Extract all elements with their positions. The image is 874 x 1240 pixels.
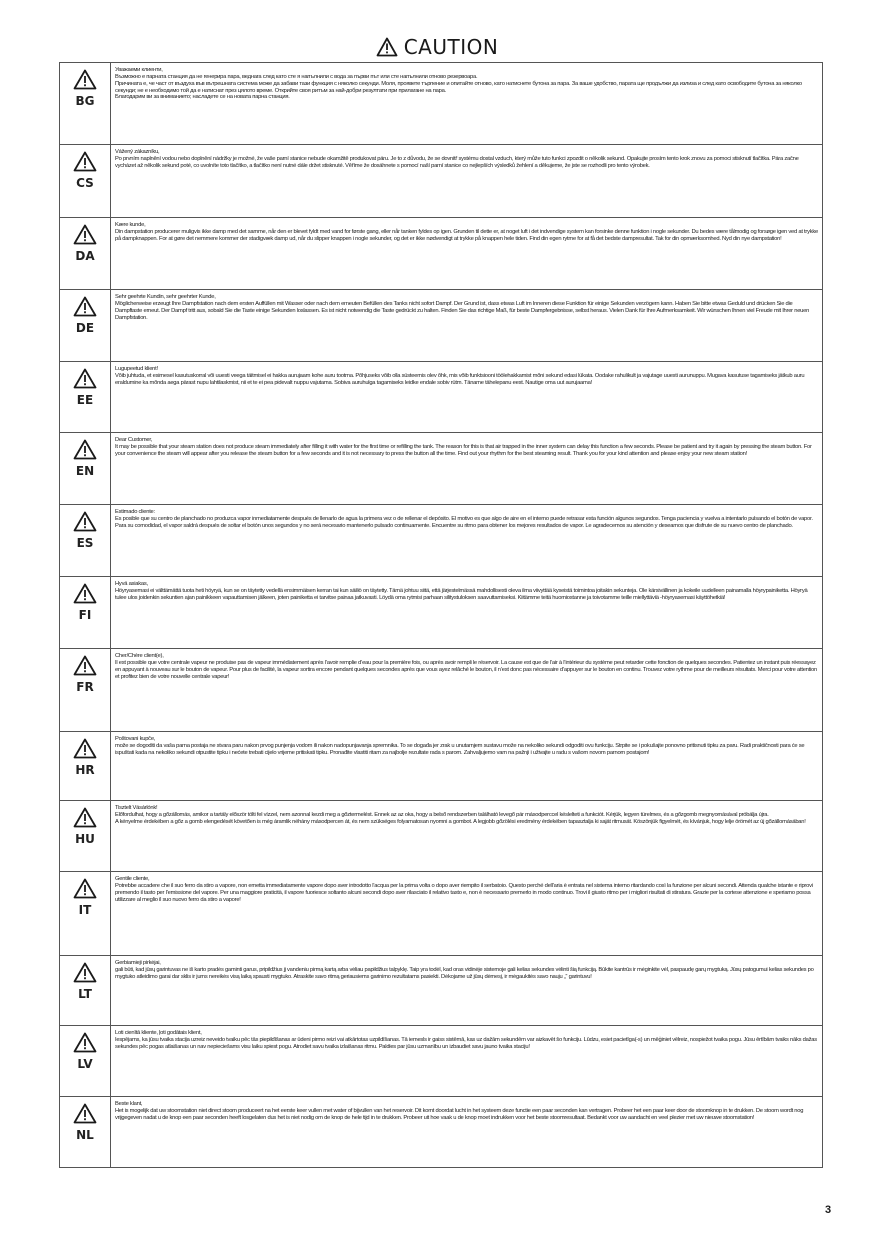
- language-code: FI: [78, 608, 92, 622]
- caution-text: Poštovani kupče, može se dogoditi da vaša parna postaja ne stvara paru nakon prvog punjenja vodom ili nakon nadopunjavanja spremnika. To se događa jer zrak u unutarnjem sustavu može na nekoliko sekundi odgoditi ovu funkciju. Strpite se i pokušajte ponovno pritisnuti tipku za paru. Radi praktičnosti para će se ispuštati kada na nekoliko sekundi otpustite tipku i nećete trebati cijelo vrijeme pritiskati tipku. Pronađite vlastiti ritam za najbolje rezultate rada s parom. Zahvaljujemo vam na pažnji i uživajte u radu s vašom novom parnom postajom!: [115, 736, 805, 756]
- language-code: DA: [75, 249, 95, 263]
- language-code: EN: [75, 464, 95, 478]
- language-cell: [60, 577, 111, 648]
- caution-row-en: [60, 432, 822, 504]
- language-cell: [60, 956, 111, 1025]
- language-cell: [60, 505, 111, 576]
- language-code: ES: [76, 536, 94, 550]
- caution-text: Gentile cliente, Potrebbe accadere che il suo ferro da stiro a vapore, non emetta immediatamente vapore dopo aver introdotto l’acqua per la prima volta o dopo aver riempito il serbatoio. Questo perché dell’aria è entrata nel sistema interno ritardando così la funzione per alcuni secondi. Attenda qualche istante e riprovi premendo il tasto per l’emissione del vapore. Per una maggiore praticità, il vapore fuoriesce soltanto alcuni secondi dopo aver rilasciato il relativo tasto e, non è necessario premerlo in modo continuo. Trovi il giusto ritmo per i migliori risultati di stiratura. Grazie per la cortese attenzione e speriamo possa utilizzare al meglio il suo nuovo ferro da stiro a vapore!: [115, 876, 813, 903]
- language-cell: [60, 433, 111, 504]
- caution-text: Kære kunde, Din dampstation producerer muligvis ikke damp med det samme, når den er blevet fyldt med vand for første gang, eller når tanken fyldes op igen. Grunden til dette er, at noget luft i det indvendige system kan forsinke denne funktion i nogle sekunder. Du bedes være tålmodig og forsøge igen ved at trykke på dampknappen. For at gøre det nemmere kommer der stadigvæk damp ud, når du slipper knappen i nogle sekunder, og det er ikke nødvendigt at trykke på knappen hele tiden. Find din egen rytme for at få det bedste dampresultat. Tak for din opmærksomhed. Nyd din nye dampstation!: [115, 222, 818, 242]
- language-cell: [60, 872, 111, 955]
- warning-triangle-icon: [376, 37, 398, 57]
- caution-text: Lugupeetud klient! Võib juhtuda, et esimesel kasutuskorral või uuesti veega täitmisel ei hakka aurujaam kohe auru tootma. Põhjuseks võib olla süsteemis olev õhk, mis võib funktsiooni töölehakkamist mõni sekund edasi lükata. Oodake rahulikult ja vajutage uuesti aurunuppu. Mugava kasutuse tagamiseks jätkub auru eraldumine ka mõnda aega pärast nupu lahtilaskmist, nii et te ei pea pidevalt nuppu vajutama. Sobiva auruhulga tagamiseks leidke endale sobiv rütm. Täname tähelepanu eest. Nautige oma uut aurujaama!: [115, 366, 805, 386]
- language-cell: [60, 362, 111, 432]
- language-code: HU: [75, 832, 95, 846]
- language-cell: [60, 649, 111, 731]
- warning-triangle-icon: [73, 368, 97, 389]
- warning-triangle-icon: [73, 878, 97, 899]
- language-cell: [60, 218, 111, 289]
- caution-row-bg: [60, 63, 822, 144]
- caution-row-nl: [60, 1096, 822, 1167]
- language-code: LV: [77, 1057, 93, 1071]
- caution-text: Vážený zákazníku, Po prvním naplnění vodou nebo doplnění nádržky je možné, že vaše parní stanice nebude okamžitě produkovat páru. Je to z důvodu, že se dovnitř systému dostal vzduch, který může tuto funkci zpozdit o několik sekund. Opakujte prosím tento krok znovu za pomoci stisknutí tlačítka. Pára začne vycházet až několik sekund poté, co uvolníte toto tlačítko, a tlačítko není nutné dále držet stisknuté. Věříme že dosáhnete s pomocí naší parní stanice co nejlepších výsledků žehlení a děkujeme, že jste se rozhodli pro tento výrobek.: [115, 149, 799, 169]
- caution-header: [0, 34, 874, 60]
- caution-row-lv: [60, 1025, 822, 1096]
- warning-triangle-icon: [73, 151, 97, 172]
- language-cell: [60, 732, 111, 800]
- caution-row-fr: [60, 648, 822, 731]
- caution-text: Gerbiamieji pirkėjai, gali būti, kad jūsų garintuvas ne iš karto pradės gaminti garus, pripildžius jį vandeniu pirmą kartą arba vėliau papildžius talpyklę. Taip yra todėl, kad oras vidinėje sistemoje gali kelias sekundes vėlinti šią funkciją. Būkite kantrūs ir mėginkite vėl, paspaudę garų mygtuką. Jūsų patogumui kelias sekundes po mygtuko atleidimo garai dar sklis ir jums nereikės visą laiką spausti mygtuko. Atraskite savo ritmą geriausiems garinimo rezultatams pasiekti. Dėkojame už jūsų dėmesį, ir mėgaukitės savo nauju „“ garintuvu!: [115, 960, 814, 980]
- page-title: CAUTION: [403, 35, 499, 59]
- language-cell: [60, 145, 111, 217]
- language-code: HR: [75, 763, 95, 777]
- caution-text: Sehr geehrte Kundin, sehr geehrter Kunde, Möglicherweise erzeugt Ihre Dampfstation nach dem ersten Auffüllen mit Wasser oder nach dem erneuten Befüllen des Tanks nicht sofort Dampf. Der Grund ist, dass etwas Luft im Inneren diese Funktion für einige Sekunden verzögern kann. Haben Sie bitte etwas Geduld und drücken Sie die Dampftaste erneut. Der Dampf tritt aus, sobald Sie die Taste einige Sekunden loslassen. Es ist nicht notwendig die Taste gedrückt zu halten. Finden Sie das richtige Maß, für beste Dampfergebnisse, selbst heraus. Vielen Dank für Ihre Aufmerksamkeit. Wir wünschen Ihnen viel Freude mit Ihrer neuen Dampfstation.: [115, 294, 810, 321]
- warning-triangle-icon: [73, 807, 97, 828]
- language-code: CS: [76, 176, 94, 190]
- language-cell: [60, 1097, 111, 1167]
- language-cell: [60, 1026, 111, 1096]
- caution-row-de: [60, 289, 822, 361]
- caution-row-lt: [60, 955, 822, 1025]
- warning-triangle-icon: [73, 69, 97, 90]
- language-code: FR: [76, 680, 94, 694]
- warning-triangle-icon: [73, 1032, 97, 1053]
- caution-row-it: [60, 871, 822, 955]
- language-code: NL: [76, 1128, 94, 1142]
- language-code: BG: [75, 94, 95, 108]
- language-code: EE: [76, 393, 94, 407]
- warning-triangle-icon: [73, 655, 97, 676]
- warning-triangle-icon: [73, 1103, 97, 1124]
- caution-row-ee: [60, 361, 822, 432]
- language-cell: [60, 290, 111, 361]
- language-code: DE: [75, 321, 95, 335]
- warning-triangle-icon: [73, 583, 97, 604]
- warning-triangle-icon: [73, 296, 97, 317]
- caution-text: Estimado cliente: Es posible que su centro de planchado no produzca vapor inmediatamente después de llenarlo de agua la primera vez o de rellenar el depósito. El motivo es que algo de aire en el interno puede retrasar esta función algunos segundos. Tenga paciencia y vuelva a intentarlo pulsando el botón de vapor. Para su comodidad, el vapor saldrá después de soltar el botón unos segundos y no será necesario mantenerlo pulsado continuamente. Encuentre su ritmo para obtener los mejores resultados de vapor. Le agradecemos su atención y deseamos que disfrute de su nuevo centro de planchado.: [115, 509, 813, 529]
- caution-text: Уважаеми клиенти, Възможно е парната станция да не генерира пара, веднага след като сте я напълнили с вода за първи път или сте напълнили отново резервоара. Причината е, че част от въздуха във вътрешната система може да забави тази функция с няколко секунди. Моля, проявете търпение и опитайте отново, като натиснете бутона за пара. За ваше удобство, парата ще продължи да излиза и след като освободите бутона за няколко секунди; не е необходимо той да е натиснат през цялото време. Открийте своя ритъм за най-добри резултати при прилагане на пара. Благодарим ви за вниманието; насладете се на новата парна станция.: [115, 67, 802, 101]
- language-code: IT: [78, 903, 92, 917]
- warning-triangle-icon: [73, 224, 97, 245]
- page-number: 3: [825, 1204, 832, 1216]
- warning-triangle-icon: [73, 962, 97, 983]
- caution-text: Beste klant, Het is mogelijk dat uw stoomstation niet direct stoom produceert na het eerste keer vullen met water of bijvullen van het reservoir. Dit komt doordat lucht in het systeem deze functie een paar seconden kan vertragen. Probeer het een paar keer door de stoomknop in te drukken. De stoom wordt nog vrijgegeven nadat u de knop een paar seconden heeft losgelaten dus het is niet nodig om de knop de hele tijd in te drukken. Probeer uit hoe vaak u de knop moet indrukken voor het beste stoomresultaat. Bedankt voor uw aandacht en veel plezier met uw nieuwe stoomstation!: [115, 1101, 804, 1121]
- warning-triangle-icon: [73, 511, 97, 532]
- caution-text: Cher/Chère client(e), Il est possible que votre centrale vapeur ne produise pas de vapeur immédiatement après l’avoir remplie d’eau pour la première fois, ou après avoir rempli le réservoir. La cause est que de l’air à l’intérieur du système peut retarder cette fonction de quelques secondes. Patientez un instant puis réessayez en appuyant à nouveau sur le bouton de vapeur. Pour plus de facilité, la vapeur sortira encore pendant quelques secondes après que vous ayez relâché le bouton, il n’est donc pas nécessaire d’appuyer sur le bouton en continu. Trouvez votre rythme pour de meilleurs résultats. Merci pour votre attention et profitez bien de votre nouvelle centrale vapeur!: [115, 653, 818, 680]
- caution-text: Hyvä asiakas, Höyryasemasi ei välttämättä tuota heti höyryä, kun se on täytetty vedellä ensimmäisen kerran tai kun säiliö on täytetty. Tämä johtuu siitä, että järjestelmässä mahdollisesti oleva ilma viivyttää kyseistä toimintoa joitakin sekunteja. Ole kärsivällinen ja kokeile uudelleen painamalla höyrypainiketta. Höyryä tulee ulos joidenkin sekuntien ajan painikkeen vapauttamisen jälkeen, joten painiketta ei tarvitse painaa jatkuvasti. Löydä oma rytmisi parhaan silitystuloksen saavuttamiseksi. Kiitämme teitä huomiostanne ja toivotamme teille miellyttäviä -höyryasemasi käyttöhetkiä!: [115, 581, 808, 601]
- warning-triangle-icon: [73, 738, 97, 759]
- caution-row-hr: [60, 731, 822, 800]
- caution-row-fi: [60, 576, 822, 648]
- caution-row-da: [60, 217, 822, 289]
- caution-text: Dear Customer, It may be possible that your steam station does not produce steam immediately after filling it with water for the first time or refilling the tank. The reason for this is that air trapped in the inner system can delay this function a few seconds. Please be patient and try it again by pressing the steam button. For your convenience the steam will appear after you release the steam button for a few seconds and it is not necessary to press the button all the time. Find out your rhythm for the best steaming result. Thank you for your kind attention and please enjoy your new steam station!: [115, 437, 812, 457]
- caution-row-es: [60, 504, 822, 576]
- language-cell: [60, 63, 111, 144]
- language-cell: [60, 801, 111, 871]
- caution-text: Loti cienītā kliente, ļoti godātais klient, Iespējams, ka jūsu tvaika stacija uzreiz neveido tvaiku pēc tās piepildīšanas ar ūdeni pirmo reizi vai atkārtotas uzpildīšanas. Tā iemesls ir gaiss sistēmā, kas uz dažām sekundēm var aizkavēt šo funkciju. Lūdzu, esiet pacietīga(-s) un mēģiniet vēlreiz, nospiežot tvaika pogu. Jūsu ērtībām tvaiks nāks dažas sekundes pēc pogas atlaišanas un nav nepieciešams visu laiku spiest pogu. Atrodiet savu tvaika izlaišanas ritmu. Paldies par jūsu uzmanību un izbaudiet savu jauno tvaika staciju!: [115, 1030, 817, 1050]
- caution-row-hu: [60, 800, 822, 871]
- warning-triangle-icon: [73, 439, 97, 460]
- caution-row-cs: [60, 144, 822, 217]
- caution-table: [59, 62, 823, 1168]
- language-code: LT: [78, 987, 92, 1001]
- caution-text: Tisztelt Vásárlónk! Előfordulhat, hogy a gőzállomás, amikor a tartály először tölti fel vízzel, nem azonnal kezdi meg a gőztermelést. Ennek az az oka, hogy a belső rendszerben található levegő pár másodperccel késlelteti a funkciót. Kérjük, legyen türelmes, és a gőzgomb megnyomásával próbálja újra. A kényelme érdekében a gőz a gomb elengedését követően is még áramlik néhány másodpercen át, és nem szükséges folyamatosan nyomni a gombot. A legjobb gőzölési eredmény érdekében tapasztalja ki saját ritmusát. Köszönjük figyelmét, és kívánjuk, hogy lelje örömét az új gőzállomásában!: [115, 805, 806, 825]
